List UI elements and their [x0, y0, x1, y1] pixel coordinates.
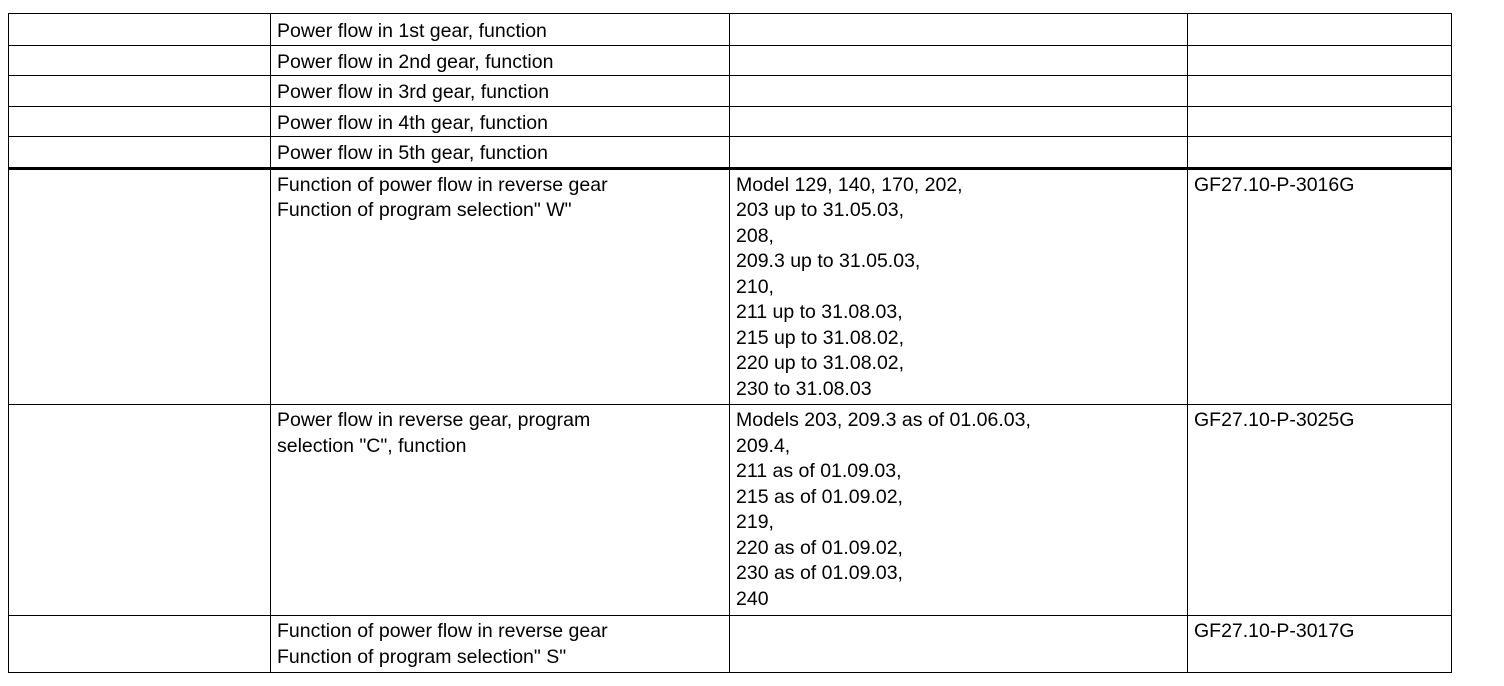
title-cell	[271, 76, 730, 107]
doc-ref-cell	[1188, 137, 1452, 169]
model-line: 230 as of 01.09.03,	[736, 562, 903, 584]
title-cell	[271, 168, 730, 405]
table-row	[9, 616, 1452, 673]
model-line: Models 203, 209.3 as of 01.06.03,	[736, 409, 1031, 431]
doc-ref-cell	[1188, 616, 1452, 673]
title-cell	[271, 45, 730, 76]
model-cell	[730, 14, 1188, 46]
title-text: Power flow in 2nd gear, function	[277, 50, 554, 73]
doc-ref-cell	[1188, 168, 1452, 405]
blank-cell	[9, 106, 271, 137]
document-table	[8, 13, 1452, 673]
doc-ref-cell	[1188, 106, 1452, 137]
model-cell	[730, 405, 1188, 616]
model-line: 209.4,	[736, 434, 791, 457]
model-line: 211 as of 01.09.03,	[736, 460, 902, 482]
blank-cell	[9, 45, 271, 76]
title-text: selection "C", function	[277, 434, 467, 457]
model-line: 210,	[736, 275, 774, 298]
doc-ref-cell	[1188, 14, 1452, 46]
model-cell	[730, 45, 1188, 76]
doc-ref-link[interactable]: GF27.10-P-3017G	[1194, 620, 1355, 642]
title-text: Power flow in reverse gear, program	[277, 409, 591, 431]
doc-ref-cell	[1188, 405, 1452, 616]
table-row	[9, 168, 1452, 405]
title-text: Function of program selection" S"	[277, 645, 567, 668]
model-line: Model 129, 140, 170, 202,	[736, 173, 963, 196]
title-text: Power flow in 5th gear, function	[277, 142, 548, 164]
title-text: Power flow in 4th gear, function	[277, 111, 548, 134]
model-cell	[730, 76, 1188, 107]
model-cell	[730, 616, 1188, 673]
model-line: 209.3 up to 31.05.03,	[736, 250, 921, 272]
table-row	[9, 45, 1452, 76]
model-line: 220 up to 31.08.02,	[736, 352, 905, 374]
blank-cell	[9, 14, 271, 46]
blank-cell	[9, 168, 271, 405]
model-line: 208,	[736, 224, 774, 247]
title-text: Function of program selection" W"	[277, 199, 572, 221]
model-cell	[730, 168, 1188, 405]
table-row	[9, 76, 1452, 107]
blank-cell	[9, 76, 271, 107]
doc-ref-cell	[1188, 45, 1452, 76]
title-text: Function of power flow in reverse gear	[277, 173, 608, 196]
table-row	[9, 137, 1452, 169]
title-text: Power flow in 3rd gear, function	[277, 81, 550, 103]
title-cell	[271, 137, 730, 169]
model-line: 219,	[736, 511, 774, 533]
model-line: 211 up to 31.08.03,	[736, 301, 903, 323]
title-cell	[271, 14, 730, 46]
blank-cell	[9, 405, 271, 616]
title-text: Function of power flow in reverse gear	[277, 620, 608, 642]
table-row	[9, 14, 1452, 46]
title-cell	[271, 106, 730, 137]
title-text: Power flow in 1st gear, function	[277, 20, 547, 42]
blank-cell	[9, 137, 271, 169]
model-line: 215 up to 31.08.02,	[736, 326, 905, 349]
table-row	[9, 405, 1452, 616]
title-cell	[271, 616, 730, 673]
blank-cell	[9, 616, 271, 673]
model-cell	[730, 106, 1188, 137]
model-line: 220 as of 01.09.02,	[736, 536, 903, 559]
doc-ref-link[interactable]: GF27.10-P-3025G	[1194, 409, 1355, 431]
model-cell	[730, 137, 1188, 169]
title-cell	[271, 405, 730, 616]
model-line: 203 up to 31.05.03,	[736, 199, 905, 221]
model-line: 215 as of 01.09.02,	[736, 485, 903, 508]
model-line: 230 to 31.08.03	[736, 377, 872, 400]
table-row	[9, 106, 1452, 137]
doc-ref-cell	[1188, 76, 1452, 107]
doc-ref-link[interactable]: GF27.10-P-3016G	[1194, 173, 1355, 196]
model-line: 240	[736, 587, 769, 610]
